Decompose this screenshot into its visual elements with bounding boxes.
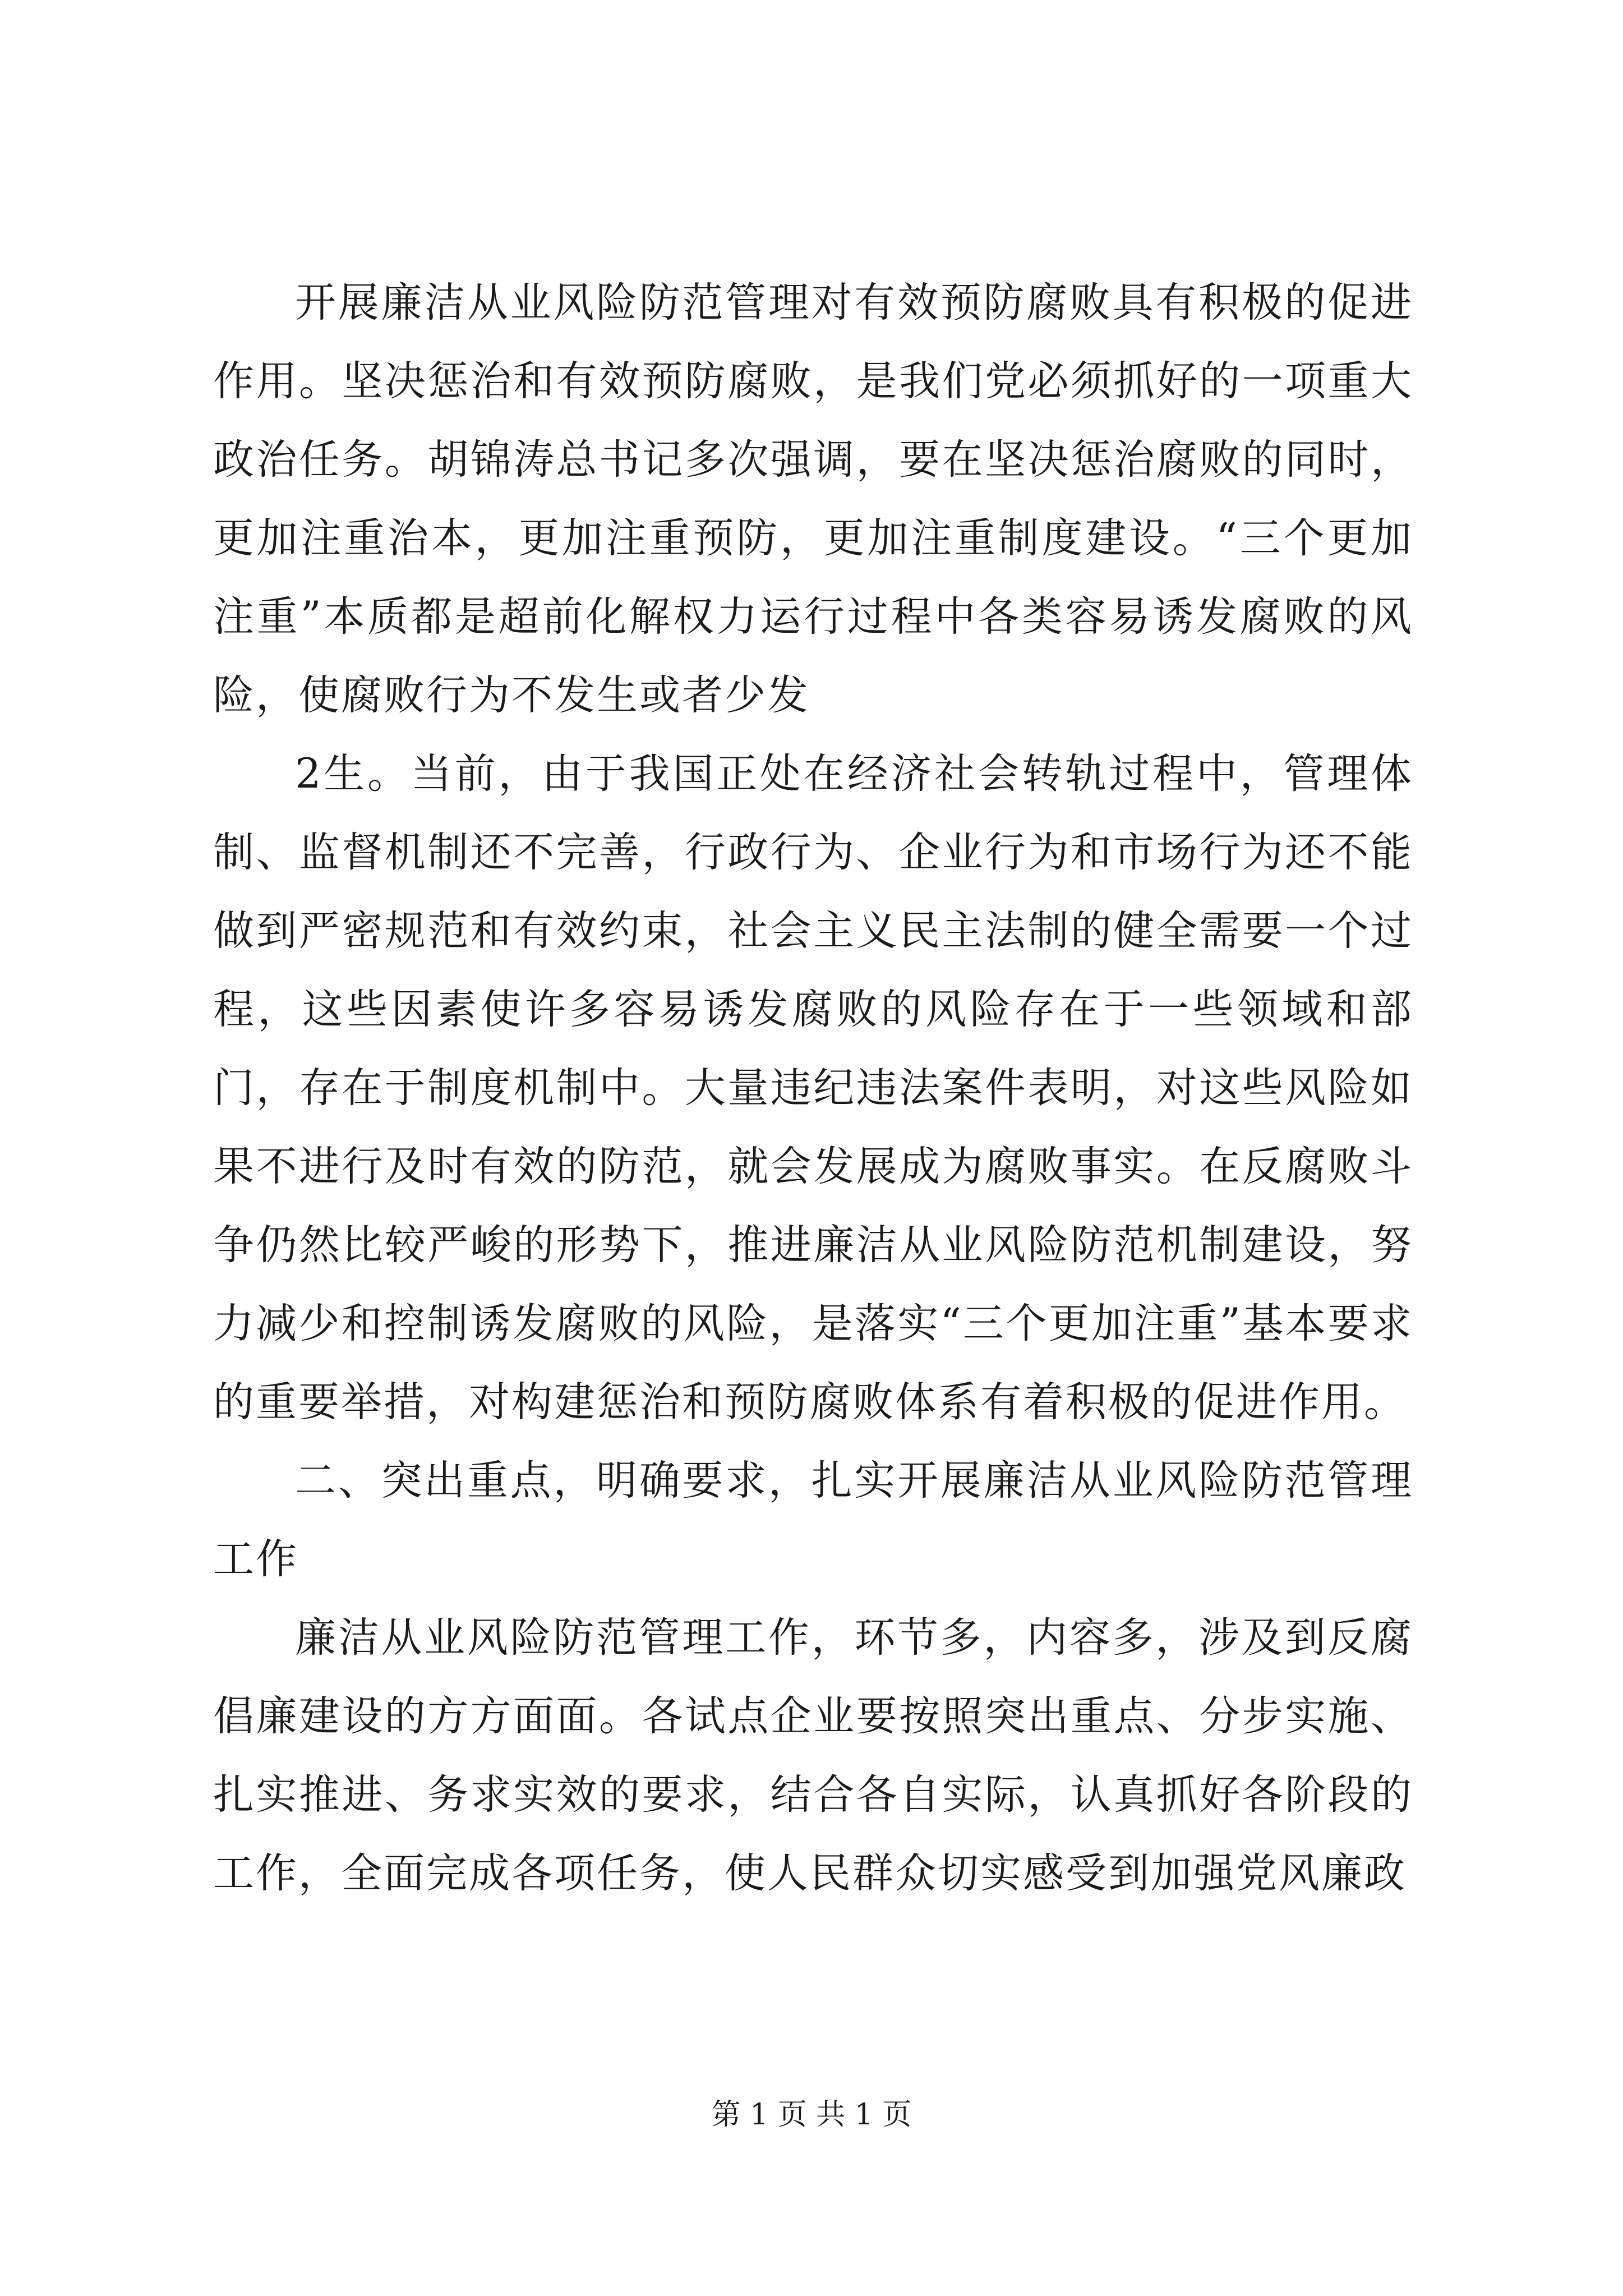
page-number-label: 第 1 页 共 1 页 (711, 2098, 912, 2132)
page-footer (0, 2095, 1623, 2134)
paragraph: 2生。当前，由于我国正处在经济社会转轨过程中，管理体制、监督机制还不完善，行政行为、企业行为和市场行为还不能做到严密规范和有效约束，社会主义民主法制的健全需要一个过程，这些因素使许多容易诱发腐败的风险存在于一些领域和部门，存在于制度机制中。大量违纪违法案件表明，对这些风险如果不进行及时有效的防范，就会发展成为腐败事实。在反腐败斗争仍然比较严峻的形势下，推进廉洁从业风险防范机制建设，努力减少和控制诱发腐败的风险，是落实“三个更加注重”基本要求的重要举措，对构建惩治和预防腐败体系有着积极的促进作用。 (213, 750, 1413, 1426)
paragraph: 开展廉洁从业风险防范管理对有效预防腐败具有积极的促进作用。坚决惩治和有效预防腐败，是我们党必须抓好的一项重大政治任务。胡锦涛总书记多次强调，要在坚决惩治腐败的同时，更加注重治本，更加注重预防，更加注重制度建设。“三个更加注重”本质都是超前化解权力运行过程中各类容易诱发腐败的风险，使腐败行为不发生或者少发 (213, 279, 1413, 719)
paragraph: 廉洁从业风险防范管理工作，环节多，内容多，涉及到反腐倡廉建设的方方面面。各试点企业要按照突出重点、分步实施、扎实推进、务求实效的要求，结合各自实际，认真抓好各阶段的工作，全面完成各项任务，使人民群众切实感受到加强党风廉政 (213, 1614, 1413, 1897)
document-body (213, 264, 1413, 1913)
section-heading: 二、突出重点，明确要求，扎实开展廉洁从业风险防范管理工作 (213, 1457, 1413, 1583)
